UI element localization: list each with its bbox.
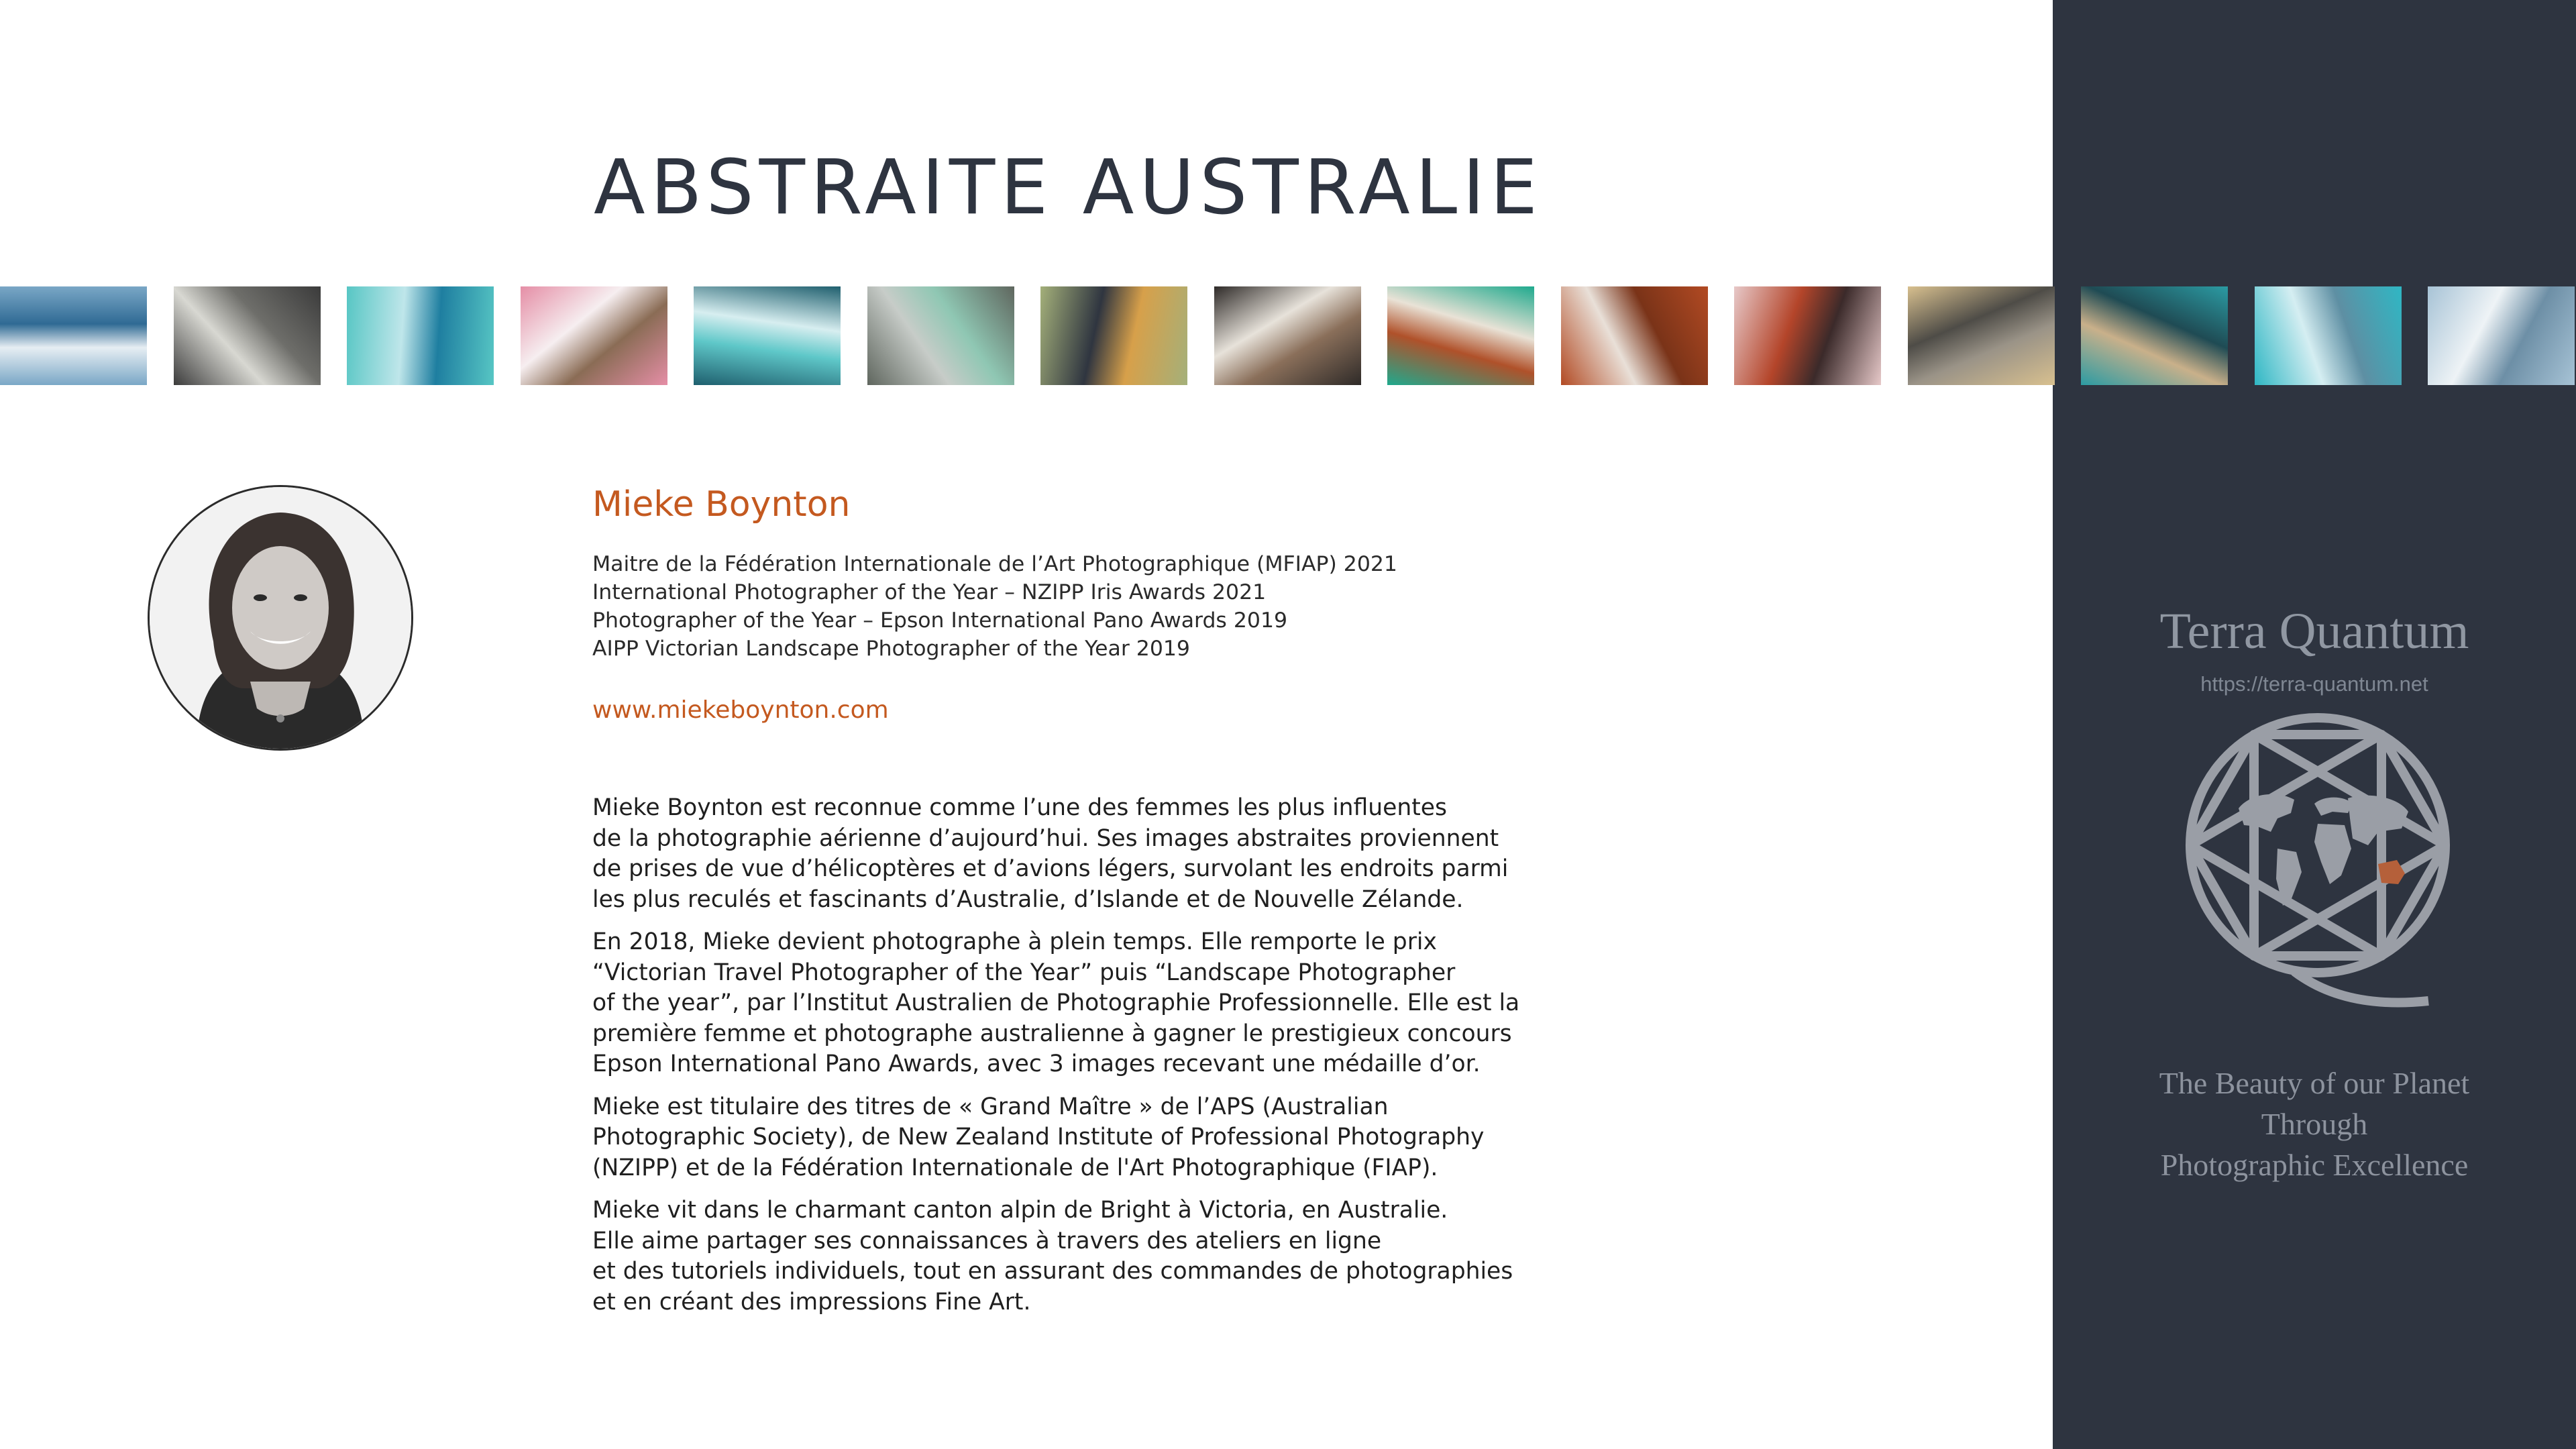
bio-line: Mieke est titulaire des titres de « Grand Maître » de l’APS (Australian — [592, 1093, 1389, 1120]
tagline-line: The Beauty of our Planet — [2159, 1066, 2470, 1100]
award-line: AIPP Victorian Landscape Photographer of the Year 2019 — [592, 637, 1190, 661]
bio-line: les plus reculés et fascinants d’Australie, d’Islande et de Nouvelle Zélande. — [592, 885, 1464, 913]
bio-line: Photographic Society), de New Zealand Institute of Professional Photography — [592, 1124, 1485, 1150]
artist-name: Mieke Boynton — [592, 484, 851, 525]
thumb-9[interactable] — [1387, 286, 1534, 385]
bio-line: de la photographie aérienne d’aujourd’hui. Ses images abstraites proviennent — [592, 824, 1499, 852]
brand-url[interactable]: https://terra-quantum.net — [2200, 672, 2428, 696]
artist-website-link[interactable]: www.miekeboynton.com — [592, 696, 889, 724]
tagline-line: Photographic Excellence — [2160, 1148, 2469, 1182]
bio-line: première femme et photographe australienne à gagner le prestigieux concours — [592, 1020, 1512, 1047]
awards-list — [592, 550, 1397, 663]
page-title: ABSTRAITE AUSTRALIE — [594, 144, 1543, 231]
bio-line: of the year”, par l’Institut Australien de Photographie Professionnelle. Elle est la — [592, 989, 1520, 1016]
thumb-6[interactable] — [867, 286, 1014, 385]
brand-name: Terra Quantum — [2159, 603, 2469, 659]
bio-line: (NZIPP) et de la Fédération Internationale de l'Art Photographique (FIAP). — [592, 1154, 1438, 1181]
thumb-4[interactable] — [521, 286, 667, 385]
award-line: Photographer of the Year – Epson International Pano Awards 2019 — [592, 608, 1288, 633]
artist-portrait — [148, 485, 413, 751]
thumb-13[interactable] — [2081, 286, 2228, 385]
award-line: International Photographer of the Year – NZIPP Iris Awards 2021 — [592, 580, 1267, 604]
thumb-1[interactable] — [0, 286, 147, 385]
bio-line: et en créant des impressions Fine Art. — [592, 1288, 1031, 1316]
thumb-3[interactable] — [347, 286, 494, 385]
thumb-14[interactable] — [2255, 286, 2402, 385]
portrait-image — [150, 487, 411, 749]
bio-line: Elle aime partager ses connaissances à travers des ateliers en ligne — [592, 1227, 1382, 1254]
bio-line: de prises de vue d’hélicoptères et d’avions légers, survolant les endroits parmi — [592, 855, 1509, 882]
tagline-line: Through — [2261, 1107, 2368, 1141]
bio-line: Epson International Pano Awards, avec 3 images recevant une médaille d’or. — [592, 1051, 1481, 1077]
thumb-2[interactable] — [174, 286, 321, 385]
bio-line: “Victorian Travel Photographer of the Year” puis “Landscape Photographer — [592, 959, 1456, 986]
aperture-globe-logo-icon — [2177, 711, 2459, 1020]
thumb-11[interactable] — [1734, 286, 1881, 385]
bio-paragraph — [592, 793, 1509, 915]
award-line: Maitre de la Fédération Internationale de l’Art Photographique (MFIAP) 2021 — [592, 552, 1397, 576]
brand-tagline — [2053, 1063, 2576, 1185]
thumb-10[interactable] — [1561, 286, 1708, 385]
thumb-12[interactable] — [1908, 286, 2055, 385]
photo-strip — [0, 286, 2576, 385]
bio-paragraph — [592, 927, 1520, 1080]
bio-line: Mieke vit dans le charmant canton alpin de Bright à Victoria, en Australie. — [592, 1197, 1448, 1224]
thumb-15[interactable] — [2428, 286, 2575, 385]
artist-biography — [592, 793, 1520, 1330]
bio-paragraph — [592, 1195, 1513, 1318]
bio-line: Mieke Boynton est reconnue comme l’une des femmes les plus influentes — [592, 794, 1447, 821]
thumb-5[interactable] — [694, 286, 841, 385]
bio-paragraph — [592, 1092, 1485, 1184]
thumb-7[interactable] — [1040, 286, 1187, 385]
bio-line: et des tutoriels individuels, tout en assurant des commandes de photographies — [592, 1258, 1513, 1285]
bio-line: En 2018, Mieke devient photographe à plein temps. Elle remporte le prix — [592, 928, 1437, 955]
thumb-8[interactable] — [1214, 286, 1361, 385]
